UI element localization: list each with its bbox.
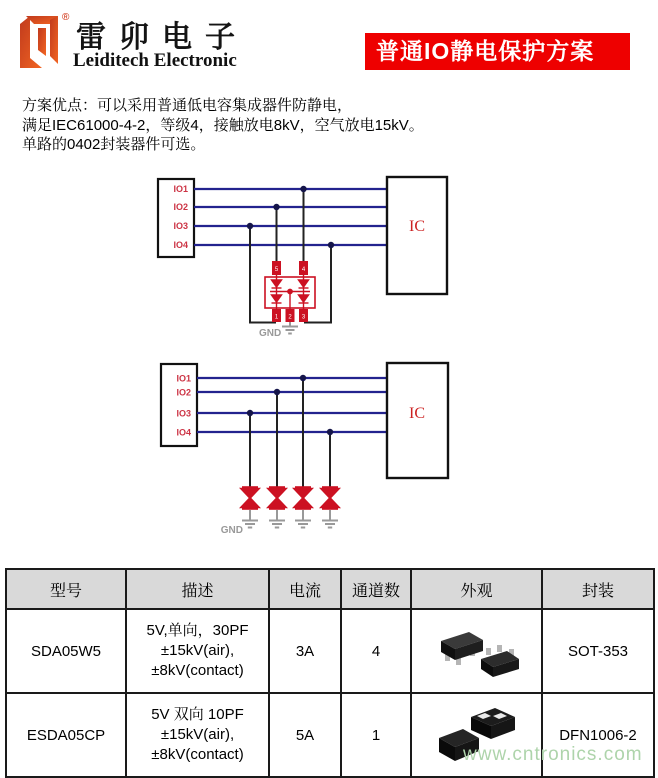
pin-number: 5	[274, 267, 279, 273]
pin-number: 2	[288, 314, 292, 321]
pin-number: 1	[274, 314, 279, 321]
description-cell	[126, 693, 269, 777]
tvs-diode	[242, 488, 258, 528]
company-name-en: Leiditech Electronic	[73, 50, 237, 71]
gnd-label: GND	[220, 525, 243, 536]
intro-line-3: 单路的0402封装器件可选。	[22, 136, 206, 153]
company-name-cn: 雷卯电子	[76, 20, 248, 55]
description-cell	[126, 609, 269, 693]
header-model: 型号	[6, 569, 126, 609]
sot-353-package-image	[423, 621, 531, 681]
io-label: IO1	[173, 184, 188, 194]
sot-package-right	[481, 645, 519, 677]
desc-line: ±8kV(contact)	[151, 662, 244, 679]
tvs-diode	[269, 488, 285, 528]
io-label: IO1	[176, 373, 191, 384]
io-label: IO4	[173, 240, 188, 250]
model-cell: ESDA05CP	[6, 693, 126, 777]
desc-line: ±15kV(air),	[160, 642, 235, 659]
io-label: IO4	[176, 427, 191, 438]
page-title-banner: 普通IO静电保护方案	[365, 33, 630, 70]
desc-line: ±15kV(air),	[160, 726, 235, 743]
io-label: IO2	[176, 387, 191, 398]
header-appearance: 外观	[411, 569, 542, 609]
current-cell: 5A	[269, 693, 341, 777]
pin-number: 3	[301, 314, 306, 321]
io-label: IO3	[176, 408, 191, 419]
signal-wires	[197, 378, 387, 432]
header-description: 描述	[126, 569, 269, 609]
sot-package-left	[441, 632, 483, 665]
channels-cell: 1	[341, 693, 411, 777]
table-row	[6, 609, 654, 693]
diagram-discrete-solution	[161, 363, 448, 536]
gnd-label: GND	[259, 328, 282, 339]
junction-dots	[247, 186, 334, 248]
current-cell: 3A	[269, 609, 341, 693]
desc-line: 5V,单向，30PF	[146, 622, 249, 639]
junction-dots	[247, 375, 333, 435]
diagram-array-solution	[158, 177, 447, 339]
signal-wires	[194, 189, 387, 245]
ground-symbol	[282, 322, 298, 334]
tvs-diodes	[242, 488, 338, 528]
ic-label: IC	[409, 405, 425, 422]
package-cell: SOT-353	[542, 609, 654, 693]
intro-line-1: 方案优点：可以采用普通低电容集成器件防静电，	[22, 97, 353, 114]
intro-line-2: 满足IEC61000-4-2，等级4，接触放电8kV，空气放电15kV。	[22, 116, 424, 134]
tvs-diode	[295, 488, 311, 528]
pin-number: 4	[301, 267, 306, 273]
header-current: 电流	[269, 569, 341, 609]
watermark-text: www.cntronics.com	[463, 744, 643, 765]
appearance-cell	[411, 609, 542, 693]
io-label: IO3	[173, 221, 188, 231]
channels-cell: 4	[341, 609, 411, 693]
esd-array-component	[265, 261, 315, 322]
registered-mark: ®	[62, 12, 70, 23]
table-header-row	[6, 569, 654, 609]
desc-line: ±8kV(contact)	[151, 746, 244, 763]
desc-line: 5V 双向 10PF	[151, 706, 244, 723]
ic-label: IC	[409, 218, 425, 235]
header-package: 封装	[542, 569, 654, 609]
package-cell: DFN1006-2	[542, 693, 654, 777]
io-label: IO2	[173, 202, 188, 212]
ic-box	[387, 177, 447, 294]
dfn-chip-top	[471, 708, 515, 739]
model-cell: SDA05W5	[6, 609, 126, 693]
tvs-diode	[322, 488, 338, 528]
header-channels: 通道数	[341, 569, 411, 609]
